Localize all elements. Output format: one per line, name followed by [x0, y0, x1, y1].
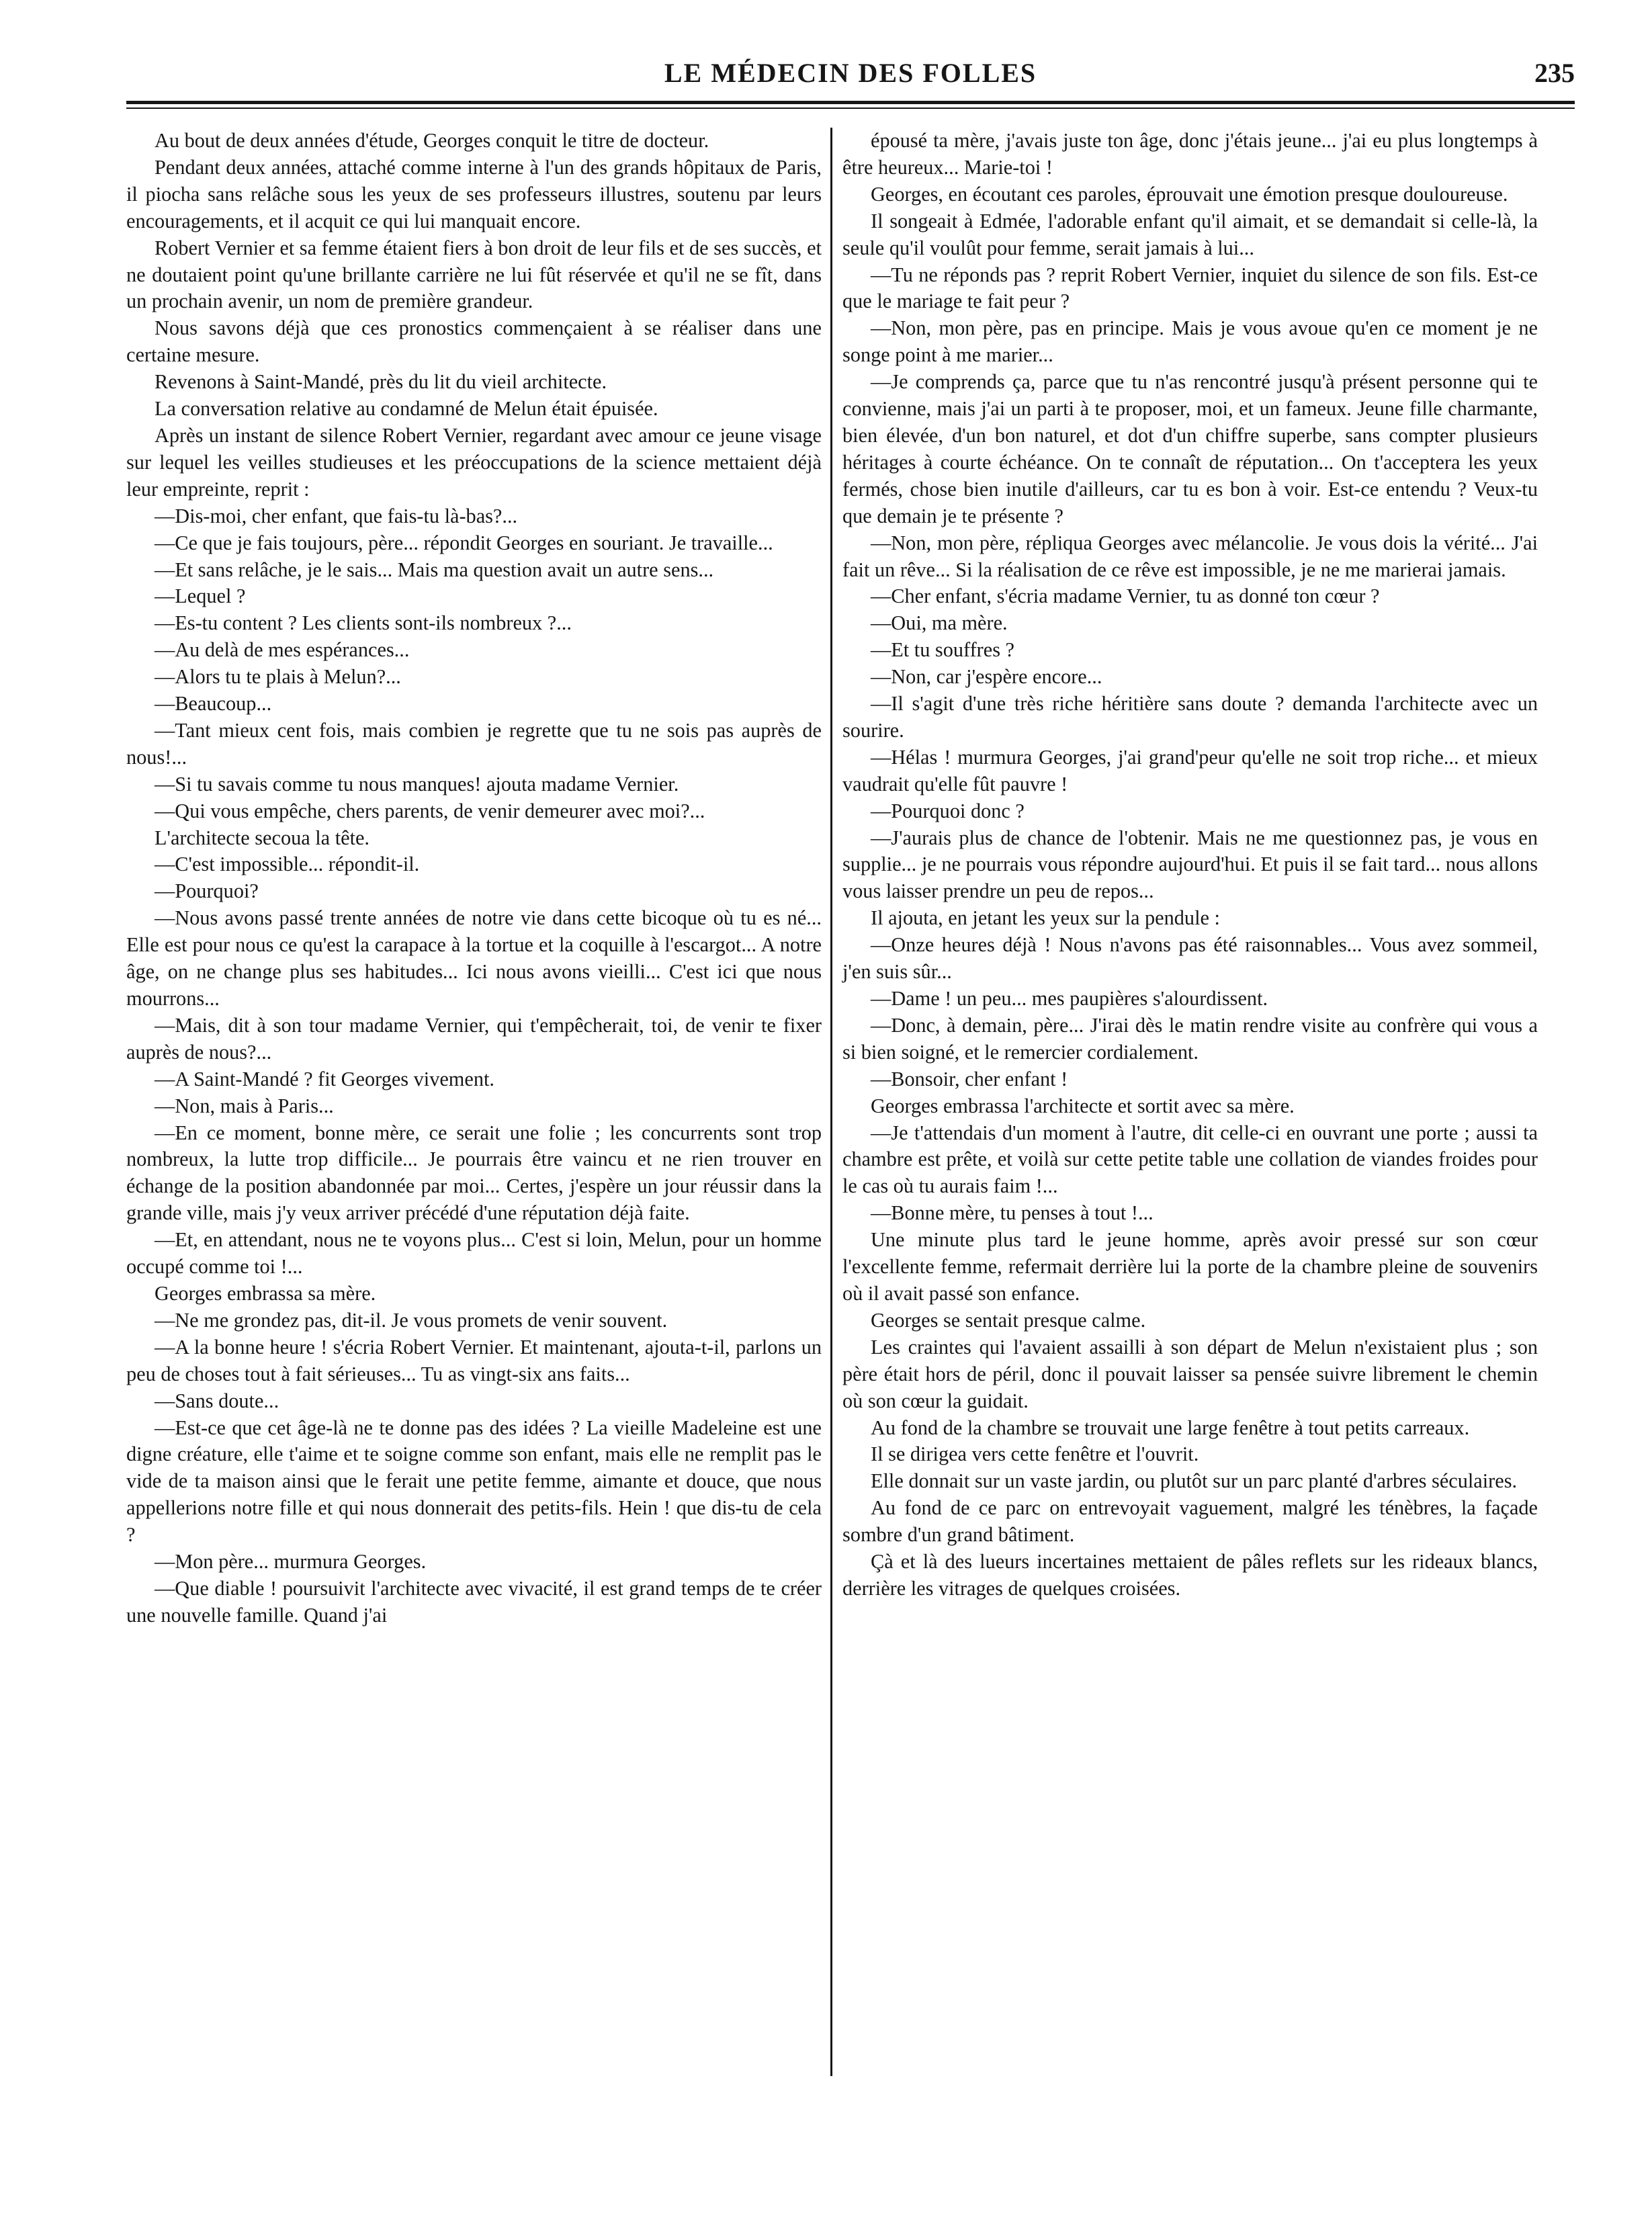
paragraph: —Ce que je fais toujours, père... répondit Georges en souriant. Je travaille... — [155, 531, 773, 554]
paragraph: —Hélas ! murmura Georges, j'ai grand'peur qu'elle ne soit trop riche... et mieux vaudrait qu'elle fût pauvre ! — [842, 745, 1538, 795]
paragraph: —Nous avons passé trente années de notre vie dans cette bicoque où tu es né... Elle est pour nous ce qu'est la carapace à la tortue et la coquille à l'escargot... A notre âge, on ne change plus ses habitudes... Ici nous avons vieilli... C'est ici que nous mourrons... — [126, 906, 822, 1010]
page-header — [126, 56, 1575, 97]
paragraph: —Si tu savais comme tu nous manques! ajouta madame Vernier. — [155, 772, 679, 795]
paragraph: Après un instant de silence Robert Vernier, regardant avec amour ce jeune visage sur lequel les veilles studieuses et les préoccupations de la science mettaient déjà leur empreinte, reprit : — [126, 423, 822, 501]
paragraph: —Il s'agit d'une très riche héritière sans doute ? demanda l'architecte avec un sourire. — [842, 692, 1538, 742]
header-rule-thin — [126, 107, 1575, 109]
paragraph: —Tant mieux cent fois, mais combien je regrette que tu ne sois pas auprès de nous!... — [126, 718, 822, 769]
paragraph: —Bonne mère, tu penses à tout !... — [871, 1201, 1154, 1225]
paragraph: —Non, mais à Paris... — [155, 1094, 334, 1117]
paragraph: —Non, mon père, pas en principe. Mais je vous avoue qu'en ce moment je ne songe point à me marier... — [842, 316, 1538, 367]
paragraph: —A la bonne heure ! s'écria Robert Vernier. Et maintenant, ajouta-t-il, parlons un peu de choses tout à fait sérieuses... Tu as vingt-six ans faits... — [126, 1335, 822, 1385]
paragraph: Pendant deux années, attaché comme interne à l'un des grands hôpitaux de Paris, il piocha sans relâche sous les yeux de ses professeurs illustres, soutenu par leurs encouragements, et il acquit ce qui lui manquait encore. — [126, 155, 822, 232]
paragraph: —Dis-moi, cher enfant, que fais-tu là-bas?... — [155, 504, 518, 527]
paragraph: —Mon père... murmura Georges. — [155, 1550, 427, 1574]
paragraph: Une minute plus tard le jeune homme, après avoir pressé sur son cœur l'excellente femme, refermait derrière lui la porte de la chambre pleine de souvenirs où il avait passé son enfance. — [842, 1228, 1538, 1305]
paragraph: Au bout de deux années d'étude, Georges conquit le titre de docteur. — [155, 129, 709, 152]
paragraph: épousé ta mère, j'avais juste ton âge, donc j'étais jeune... j'ai eu plus longtemps à être heureux... Marie-toi ! — [842, 129, 1538, 179]
paragraph: Georges, en écoutant ces paroles, éprouvait une émotion presque douloureuse. — [871, 182, 1508, 206]
column-divider — [830, 128, 832, 2076]
right-column — [842, 128, 1538, 1602]
paragraph: Georges se sentait presque calme. — [871, 1308, 1146, 1332]
paragraph: —Au delà de mes espérances... — [155, 638, 410, 662]
paragraph: Les craintes qui l'avaient assailli à son départ de Melun n'existaient plus ; son père était hors de péril, donc il pouvait laisser sa pensée suivre librement le chemin où son cœur la guidait. — [842, 1335, 1538, 1412]
paragraph: Georges embrassa sa mère. — [155, 1281, 376, 1305]
paragraph: —Bonsoir, cher enfant ! — [871, 1067, 1068, 1090]
paragraph: L'architecte secoua la tête. — [155, 826, 370, 849]
paragraph: —Et tu souffres ? — [871, 638, 1015, 662]
paragraph: —Non, car j'espère encore... — [871, 665, 1102, 689]
paragraph: Çà et là des lueurs incertaines mettaient de pâles reflets sur les rideaux blancs, derrière les vitrages de quelques croisées. — [842, 1550, 1538, 1600]
paragraph: —En ce moment, bonne mère, ce serait une folie ; les concurrents sont trop nombreux, la lutte trop difficile... Je pourrais être vaincu et ne rien trouver en échange de la position abandonnée par moi... Certes, j'espère un jour réussir dans la grande ville, mais j'y veux arriver précédé d'une réputation déjà faite. — [126, 1121, 822, 1225]
paragraph: —Mais, dit à son tour madame Vernier, qui t'empêcherait, toi, de venir te fixer auprès de nous?... — [126, 1013, 822, 1064]
paragraph: Elle donnait sur un vaste jardin, ou plutôt sur un parc planté d'arbres séculaires. — [871, 1469, 1518, 1493]
paragraph: —Et sans relâche, je le sais... Mais ma question avait un autre sens... — [155, 558, 714, 581]
paragraph: Il songeait à Edmée, l'adorable enfant qu'il aimait, et se demandait si celle-là, la seule qu'il voulût pour femme, serait jamais à lui... — [842, 209, 1538, 259]
paragraph: —Beaucoup... — [155, 692, 272, 716]
paragraph: —Qui vous empêche, chers parents, de venir demeurer avec moi?... — [155, 799, 705, 822]
paragraph: Robert Vernier et sa femme étaient fiers à bon droit de leur fils et de ses succès, et ne doutaient point qu'une brillante carrière ne lui fût réservée et qu'il ne se fît, dans un prochain avenir, un nom de première grandeur. — [126, 236, 822, 313]
paragraph: —Onze heures déjà ! Nous n'avons pas été raisonnables... Vous avez sommeil, j'en suis sûr... — [842, 933, 1538, 984]
page-number: 235 — [1534, 58, 1575, 88]
paragraph: La conversation relative au condamné de Melun était épuisée. — [155, 397, 658, 421]
paragraph: —C'est impossible... répondit-il. — [155, 853, 420, 876]
paragraph: —Oui, ma mère. — [871, 611, 1008, 635]
paragraph: —Je comprends ça, parce que tu n'as rencontré jusqu'à présent personne qui te convienne, mais j'ai un parti à te proposer, moi, et un fameux. Jeune fille charmante, bien élevée, d'un bon naturel, et dot d'un chiffre superbe, sans compter plusieurs héritages à courte échéance. On te connaît de réputation... On t'acceptera les yeux fermés, chose bien inutile d'ailleurs, car tu es bon à voir. Est-ce entendu ? Veux-tu que demain je te présente ? — [842, 370, 1538, 527]
paragraph: —Ne me grondez pas, dit-il. Je vous promets de venir souvent. — [155, 1308, 668, 1332]
paragraph: Georges embrassa l'architecte et sortit avec sa mère. — [871, 1094, 1295, 1117]
paragraph: —Non, mon père, répliqua Georges avec mélancolie. Je vous dois la vérité... J'ai fait un rêve... Si la réalisation de ce rêve est impossible, je ne me marierai jamais. — [842, 531, 1538, 581]
paragraph: Il se dirigea vers cette fenêtre et l'ouvrit. — [871, 1443, 1199, 1466]
left-column — [126, 128, 822, 1629]
paragraph: —A Saint-Mandé ? fit Georges vivement. — [155, 1067, 494, 1090]
paragraph: Revenons à Saint-Mandé, près du lit du vieil architecte. — [155, 370, 607, 394]
paragraph: —Dame ! un peu... mes paupières s'alourdissent. — [871, 987, 1268, 1010]
header-rule-thick — [126, 101, 1575, 104]
paragraph: —Est-ce que cet âge-là ne te donne pas des idées ? La vieille Madeleine est une digne créature, elle t'aime et te soigne comme son enfant, mais elle ne remplit pas le vide de ta maison ainsi que le ferait une petite femme, aimante et douce, que nous appellerions notre fille et qui nous donnerait des petits-fils. Hein ! que dis-tu de cela ? — [126, 1416, 822, 1547]
running-title: LE MÉDECIN DES FOLLES — [664, 58, 1037, 88]
paragraph: —Pourquoi? — [155, 879, 259, 903]
paragraph: —Alors tu te plais à Melun?... — [155, 665, 401, 689]
paragraph: —Je t'attendais d'un moment à l'autre, dit celle-ci en ouvrant une porte ; aussi ta chambre est prête, et voilà sur cette petite table une collation de viandes froides pour le cas où tu aurais faim !... — [842, 1121, 1538, 1198]
paragraph: Il ajouta, en jetant les yeux sur la pendule : — [871, 906, 1220, 930]
paragraph: —Tu ne réponds pas ? reprit Robert Vernier, inquiet du silence de son fils. Est-ce que le mariage te fait peur ? — [842, 263, 1538, 313]
paragraph: —Es-tu content ? Les clients sont-ils nombreux ?... — [155, 611, 572, 635]
paragraph: —Sans doute... — [155, 1389, 279, 1412]
paragraph: Au fond de la chambre se trouvait une large fenêtre à tout petits carreaux. — [871, 1416, 1470, 1439]
paragraph: —J'aurais plus de chance de l'obtenir. Mais ne me questionnez pas, je vous en supplie... je ne pourrais vous répondre aujourd'hui. Et puis il se fait tard... nous allons vous laisser prendre un peu de repos... — [842, 826, 1538, 903]
paragraph: —Que diable ! poursuivit l'architecte avec vivacité, il est grand temps de te créer une nouvelle famille. Quand j'ai — [126, 1576, 822, 1627]
paragraph: —Et, en attendant, nous ne te voyons plus... C'est si loin, Melun, pour un homme occupé comme toi !... — [126, 1228, 822, 1279]
paragraph: —Cher enfant, s'écria madame Vernier, tu as donné ton cœur ? — [871, 585, 1380, 608]
paragraph: Au fond de ce parc on entrevoyait vaguement, malgré les ténèbres, la façade sombre d'un grand bâtiment. — [842, 1496, 1538, 1547]
paragraph: Nous savons déjà que ces pronostics commençaient à se réaliser dans une certaine mesure. — [126, 316, 822, 367]
paragraph: —Lequel ? — [155, 585, 246, 608]
paragraph: —Pourquoi donc ? — [871, 799, 1025, 822]
paragraph: —Donc, à demain, père... J'irai dès le matin rendre visite au confrère qui vous a si bien soigné, et le remercier cordialement. — [842, 1013, 1538, 1064]
